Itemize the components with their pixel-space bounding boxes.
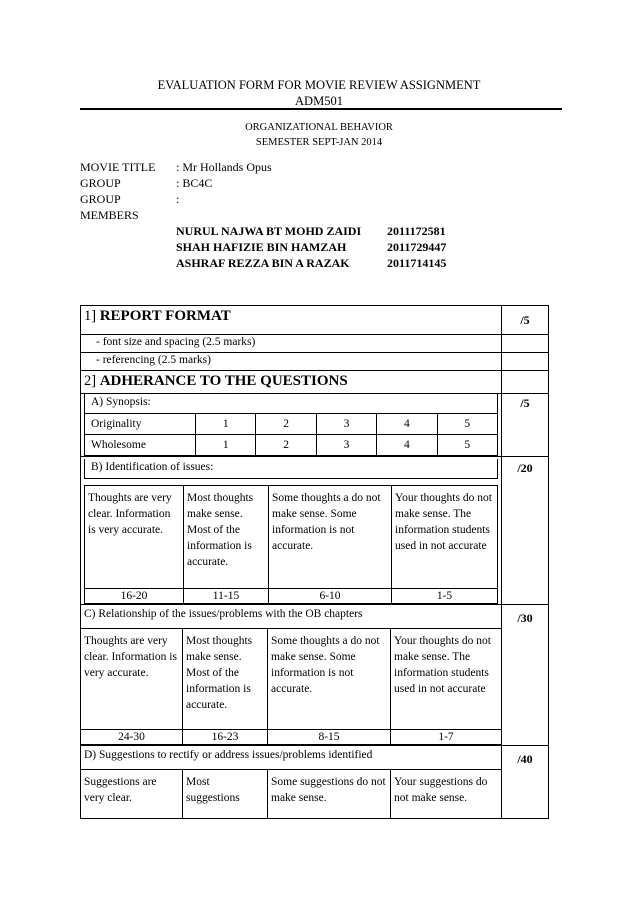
suggestions-rubric (81, 769, 501, 818)
rubric-criterion: Most suggestions (183, 770, 268, 819)
score-row-label: Wholesome (85, 435, 196, 456)
member-id: 2011714145 (387, 256, 447, 270)
rubric-criterion: Some thoughts a do not make sense. Some information is not accurate. (269, 486, 392, 589)
relationship-marks: /30 (502, 605, 549, 746)
score-option[interactable]: 4 (377, 435, 437, 456)
criterion-font-size: - font size and spacing (2.5 marks) (81, 335, 502, 353)
evaluation-table (80, 305, 549, 819)
score-option[interactable]: 5 (437, 435, 497, 456)
rubric-range: 16-20 (85, 589, 184, 604)
rubric-criterion: Your thoughts do not make sense. The information students used in not accurate (392, 486, 498, 589)
rubric-range: 6-10 (269, 589, 392, 604)
member-name: SHAH HAFIZIE BIN HAMZAH (176, 240, 347, 254)
member-name: ASHRAF REZZA BIN A RAZAK (176, 256, 350, 270)
rubric-criterion: Your suggestions do not make sense. (391, 770, 502, 819)
section-number: 1] (84, 308, 97, 324)
member-name: NURUL NAJWA BT MOHD ZAIDI (176, 224, 362, 238)
movie-title-value: : Mr Hollands Opus (176, 160, 272, 174)
rubric-range: 1-5 (392, 589, 498, 604)
issues-block (81, 457, 502, 605)
rubric-criterion: Suggestions are very clear. (81, 770, 183, 819)
members-label-line1: GROUP (80, 192, 121, 206)
score-option[interactable]: 3 (316, 414, 376, 435)
rubric-criterion: Most thoughts make sense. Most of the information is accurate. (183, 629, 268, 730)
member-id: 2011172581 (387, 224, 446, 238)
synopsis-block (81, 394, 502, 457)
score-option[interactable]: 1 (196, 435, 256, 456)
issues-label: B) Identification of issues: (84, 459, 498, 479)
rubric-range: 11-15 (184, 589, 269, 604)
title-divider (80, 108, 562, 110)
section-title: REPORT FORMAT (99, 308, 231, 324)
score-option[interactable]: 5 (437, 414, 497, 435)
rubric-criterion: Thoughts are very clear. Information is very accurate. (81, 629, 183, 730)
subject-name: ORGANIZATIONAL BEHAVIOR (245, 122, 393, 133)
score-row-originality (85, 414, 498, 435)
section-adherence (81, 371, 502, 394)
suggestions-block (81, 746, 502, 819)
member-id: 2011729447 (387, 240, 447, 254)
rubric-range: 24-30 (81, 730, 183, 745)
relationship-label: C) Relationship of the issues/problems with the OB chapters (84, 608, 363, 620)
rubric-criterion: Your thoughts do not make sense. The information students used in not accurate (391, 629, 502, 730)
score-row-label: Originality (85, 414, 196, 435)
relationship-rubric (81, 628, 501, 745)
members-label-line2: MEMBERS (80, 208, 139, 222)
suggestions-label: D) Suggestions to rectify or address issues/problems identified (84, 749, 373, 761)
relationship-block (81, 605, 502, 746)
score-option[interactable]: 2 (256, 414, 316, 435)
issues-marks: /20 (502, 457, 549, 605)
score-row-wholesome (85, 435, 498, 456)
section-number: 2] (84, 373, 97, 389)
section-title: ADHERANCE TO THE QUESTIONS (99, 373, 348, 389)
rubric-range: 1-7 (391, 730, 502, 745)
score-option[interactable]: 2 (256, 435, 316, 456)
rubric-criterion: Some thoughts a do not make sense. Some information is not accurate. (268, 629, 391, 730)
members-colon: : (176, 192, 180, 206)
course-code: ADM501 (295, 94, 343, 108)
score-option[interactable]: 1 (196, 414, 256, 435)
form-title: EVALUATION FORM FOR MOVIE REVIEW ASSIGNMENT (157, 78, 481, 92)
rubric-criterion: Some suggestions do not make sense. (268, 770, 391, 819)
group-label: GROUP (80, 176, 121, 190)
movie-title-label: MOVIE TITLE (80, 160, 156, 174)
group-value: : BC4C (176, 176, 213, 190)
rubric-criterion: Most thoughts make sense. Most of the information is accurate. (184, 486, 269, 589)
suggestions-marks: /40 (502, 746, 549, 819)
score-option[interactable]: 3 (316, 435, 376, 456)
rubric-range: 16-23 (183, 730, 268, 745)
semester: SEMESTER SEPT-JAN 2014 (255, 137, 383, 148)
rubric-criterion: Thoughts are very clear. Information is very accurate. (85, 486, 184, 589)
synopsis-marks: /5 (502, 394, 549, 457)
synopsis-label: A) Synopsis: (84, 394, 498, 413)
issues-rubric (84, 485, 498, 604)
rubric-range: 8-15 (268, 730, 391, 745)
section-report-format (81, 306, 502, 335)
criterion-referencing: - referencing (2.5 marks) (81, 353, 502, 371)
synopsis-score-table (84, 413, 498, 456)
score-option[interactable]: 4 (377, 414, 437, 435)
report-format-marks: /5 (502, 306, 549, 335)
